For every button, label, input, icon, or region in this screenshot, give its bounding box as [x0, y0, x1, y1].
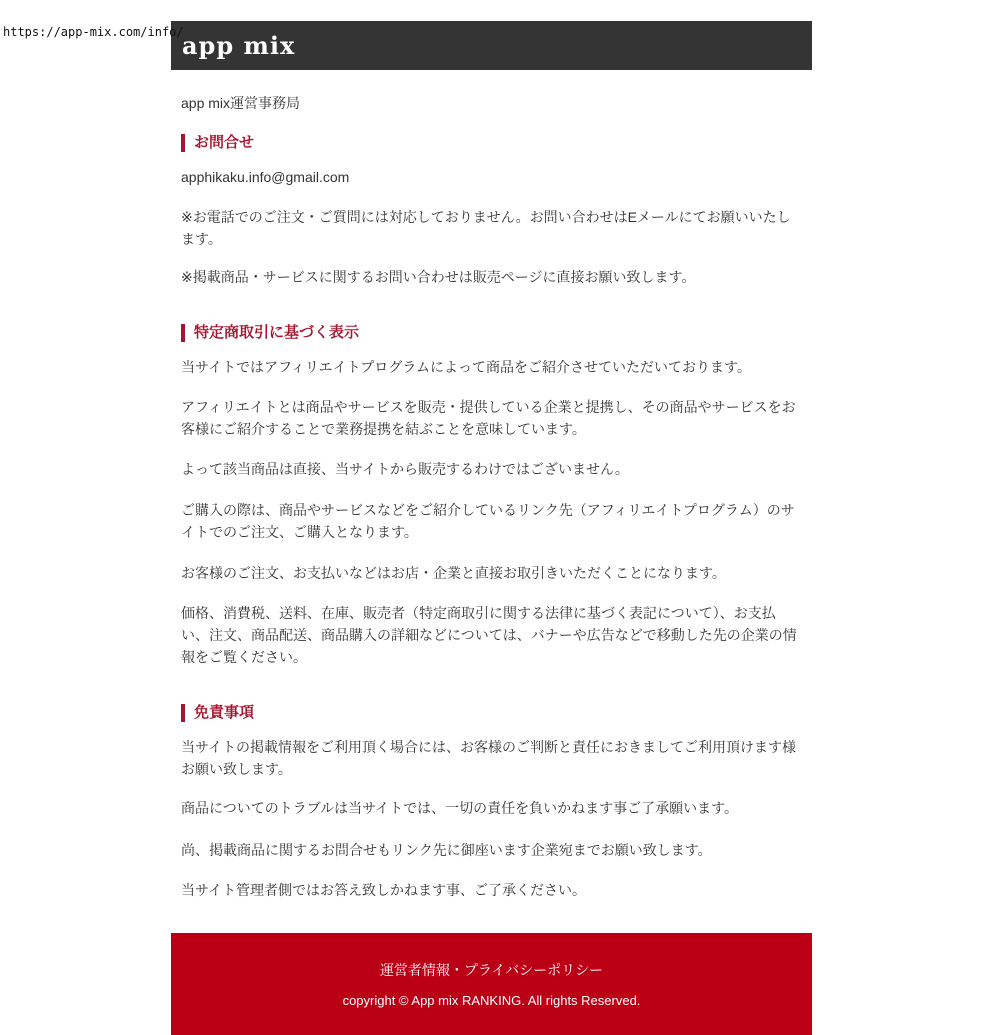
- contact-heading: お問合せ: [181, 134, 802, 152]
- main-container: [171, 21, 812, 1035]
- contact-email: apphikaku.info@gmail.com: [181, 169, 350, 185]
- section-contact: [181, 134, 802, 288]
- commerce-heading: 特定商取引に基づく表示: [181, 324, 802, 342]
- site-logo[interactable]: app mix: [182, 31, 296, 60]
- section-disclaimer: [181, 704, 802, 901]
- commerce-paragraph: 当サイトではアフィリエイトプログラムによって商品をご紹介させていただいております。: [181, 359, 751, 375]
- disclaimer-paragraph: 当サイトの掲載情報をご利用頂く場合には、お客様のご判断と責任におきましてご利用頂けます様お願い致します。: [181, 739, 797, 777]
- commerce-paragraph: 価格、消費税、送料、在庫、販売者（特定商取引に関する法律に基づく表記について）、お支払い、注文、商品配送、商品購入の詳細などについては、バナーや広告などで移動した先の企業の情報をご覧ください。: [181, 605, 797, 665]
- operator-text: app mix運営事務局: [181, 95, 301, 111]
- contact-note: ※お電話でのご注文・ご質問には対応しておりません。お問い合わせはEメールにてお願いいたします。: [181, 209, 791, 247]
- footer-copyright: copyright © App mix RANKING. All rights Reserved.: [342, 992, 641, 1008]
- site-footer: [171, 933, 812, 1035]
- page-url-note: https://app-mix.com/info/: [3, 25, 184, 39]
- commerce-paragraph: アフィリエイトとは商品やサービスを販売・提供している企業と提携し、その商品やサービスをお客様にご紹介することで業務提携を結ぶことを意味しています。: [181, 399, 796, 437]
- commerce-paragraph: お客様のご注文、お支払いなどはお店・企業と直接お取引きいただくことになります。: [181, 565, 726, 581]
- section-commerce-disclosure: [181, 324, 802, 668]
- contact-note: ※掲載商品・サービスに関するお問い合わせは販売ページに直接お願い致します。: [181, 269, 696, 285]
- disclaimer-paragraph: 当サイト管理者側ではお答え致しかねます事、ご了承ください。: [181, 882, 587, 898]
- disclaimer-heading: 免責事項: [181, 704, 802, 722]
- footer-privacy-policy-link[interactable]: 運営者情報・プライバシーポリシー: [379, 961, 604, 978]
- page-content: [171, 92, 812, 901]
- disclaimer-paragraph: 商品についてのトラブルは当サイトでは、一切の責任を負いかねます事ご了承願います。: [181, 800, 739, 816]
- commerce-paragraph: よって該当商品は直接、当サイトから販売するわけではございません。: [181, 461, 629, 477]
- site-header: [171, 21, 812, 70]
- disclaimer-paragraph: 尚、掲載商品に関するお問合せもリンク先に御座います企業宛までお願い致します。: [181, 842, 712, 858]
- commerce-paragraph: ご購入の際は、商品やサービスなどをご紹介しているリンク先（アフィリエイトプログラム）のサイトでのご注文、ご購入となります。: [181, 502, 795, 540]
